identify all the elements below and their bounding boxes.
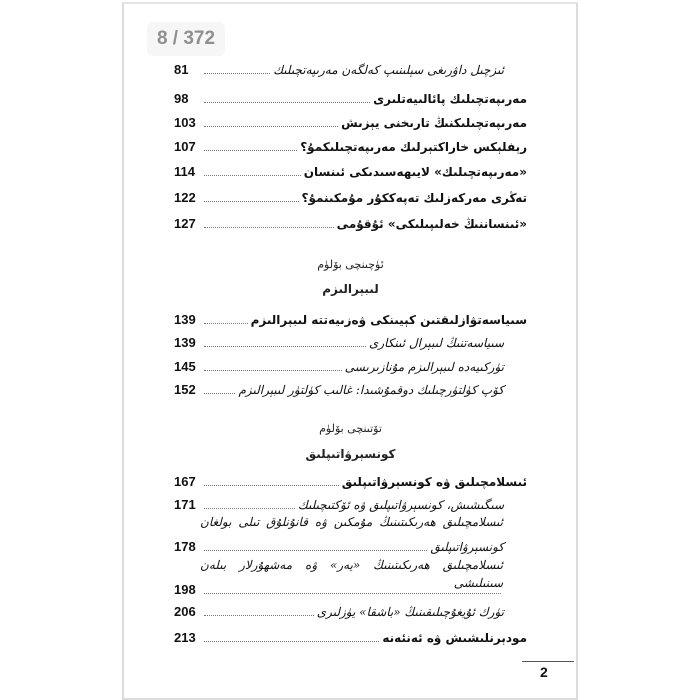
toc-entry[interactable] bbox=[174, 185, 527, 207]
toc-title: مەرىپەتچىلىكنىڭ تارىخنى يېزىش bbox=[341, 116, 527, 130]
toc-page-number: 107 bbox=[174, 139, 196, 154]
toc-title: تۈركىيەدە لىبېرالىزم مۇنازىرىسى bbox=[344, 360, 504, 374]
dot-leader bbox=[204, 392, 235, 394]
toc-entry[interactable] bbox=[174, 110, 527, 132]
dot-leader bbox=[204, 226, 334, 228]
toc-page-number: 139 bbox=[174, 312, 196, 327]
dot-leader bbox=[204, 592, 501, 594]
toc-title: سىگىشىش، كونسېرۋاتىپلىق ۋە ئۆكتىچىلىك bbox=[297, 498, 504, 512]
dot-leader bbox=[204, 507, 295, 509]
toc-entry[interactable] bbox=[174, 211, 527, 233]
dot-leader bbox=[204, 484, 339, 486]
dot-leader bbox=[204, 174, 301, 176]
dot-leader bbox=[204, 322, 248, 324]
toc-page-number: 127 bbox=[174, 216, 196, 231]
chapter-title[interactable]: كونسېرۋاتىپلىق bbox=[305, 447, 396, 461]
toc-page-number: 206 bbox=[174, 604, 196, 619]
toc-page-number: 145 bbox=[174, 359, 196, 374]
toc-title: ئىزچىل داۋرىغى سېلىنىپ كەلگەن مەرىپەتچىلىك bbox=[273, 63, 504, 77]
toc-title-line: ئىسلامچىلىق ھەرىكىتىنىڭ مۇمكىن ۋە قانۇنلۇق تىلى بولغان bbox=[200, 515, 503, 529]
footer-rule bbox=[522, 661, 574, 662]
chapter-label: تۆتىنچى بۆلۈم bbox=[319, 422, 382, 435]
toc-title: ئىسلامچىلىق ۋە كونسېرۋاتىپلىق bbox=[341, 475, 527, 489]
toc-entry[interactable] bbox=[174, 307, 527, 329]
page-counter: 8 / 372 bbox=[147, 22, 225, 56]
toc-entry[interactable] bbox=[174, 134, 527, 156]
dot-leader bbox=[204, 614, 314, 616]
toc-entry[interactable] bbox=[174, 330, 504, 352]
dot-leader bbox=[204, 149, 297, 151]
toc-title: تەڭرى مەركەزلىك تەپەككۇر مۇمكىنمۇ؟ bbox=[301, 191, 527, 205]
toc-entry[interactable] bbox=[174, 159, 527, 181]
toc-page-number: 81 bbox=[174, 62, 189, 77]
toc-entry[interactable] bbox=[174, 377, 504, 399]
toc-entry[interactable] bbox=[174, 469, 527, 491]
toc-title: سىياسەتنىڭ لىبېرال ئىنكارى bbox=[368, 336, 504, 350]
dot-leader bbox=[204, 369, 342, 371]
dot-leader bbox=[204, 72, 270, 74]
toc-page-number: 152 bbox=[174, 382, 196, 397]
dot-leader bbox=[204, 640, 379, 642]
dot-leader bbox=[204, 549, 427, 551]
toc-entry[interactable] bbox=[174, 492, 504, 514]
toc-title: كۆپ كۈلتۈرچىلىك دوقمۇشىدا: غالىب كۈلتۈر لىبېرالىزم bbox=[238, 383, 504, 397]
toc-page-number: 213 bbox=[174, 630, 196, 645]
toc-page-number: 122 bbox=[174, 190, 196, 205]
toc-entry[interactable] bbox=[174, 599, 504, 621]
toc-page-number: 103 bbox=[174, 115, 196, 130]
toc-entry[interactable] bbox=[174, 534, 504, 556]
toc-title-line: ئىسلامچىلىق ھەرىكىتىنىڭ «يەر» ۋە مەشھۇرلار بىلەن سىنىلىشى bbox=[200, 558, 503, 590]
toc-entry[interactable] bbox=[174, 354, 504, 376]
dot-leader bbox=[204, 101, 370, 103]
chapter-label: ئۈچىنچى بۆلۈم bbox=[317, 258, 384, 271]
toc-entry[interactable] bbox=[174, 577, 504, 599]
toc-page-number: 98 bbox=[174, 91, 189, 106]
toc-title: تۈرك ئۇيغۇچىلىقىنىڭ «باشقا» يۈزلىرى bbox=[316, 605, 504, 619]
dot-leader bbox=[204, 200, 299, 202]
toc-page-number: 139 bbox=[174, 335, 196, 350]
toc-entry[interactable] bbox=[174, 57, 504, 79]
dot-leader bbox=[204, 125, 338, 127]
toc-title: مەرىپەتچىلىك پائالىيەتلىرى bbox=[373, 92, 527, 106]
toc-page-number: 198 bbox=[174, 582, 196, 597]
chapter-title[interactable]: لىبېرالىزم bbox=[322, 282, 379, 296]
toc-page-number: 178 bbox=[174, 539, 196, 554]
toc-page-number: 114 bbox=[174, 164, 195, 179]
toc-title: كونسېرۋاتىپلىق bbox=[430, 540, 504, 554]
toc-page-number: 171 bbox=[174, 497, 196, 512]
toc-title: مودېرنلىشىش ۋە ئەنئەنە bbox=[382, 631, 527, 645]
toc-page-number: 167 bbox=[174, 474, 196, 489]
toc-entry[interactable] bbox=[174, 86, 527, 108]
toc-title: «ئىنساننىڭ خەلىپىلىكى» ئۇقۇمى bbox=[336, 217, 527, 231]
footer-page-number: 2 bbox=[540, 664, 548, 680]
toc-title: رېفلېكس خاراكتېرلىك مەرىپەتچىلىكمۇ؟ bbox=[300, 140, 527, 154]
toc-title: سىياسەتۋازلىقتىن كېيىنكى ۋەزىيەتتە لىبېرالىزم bbox=[250, 313, 527, 327]
toc-entry[interactable] bbox=[174, 625, 527, 647]
toc-title: «مەرىپەتچىلىك» لايىھەسىدىكى ئىنسان bbox=[303, 165, 527, 179]
dot-leader bbox=[204, 345, 366, 347]
